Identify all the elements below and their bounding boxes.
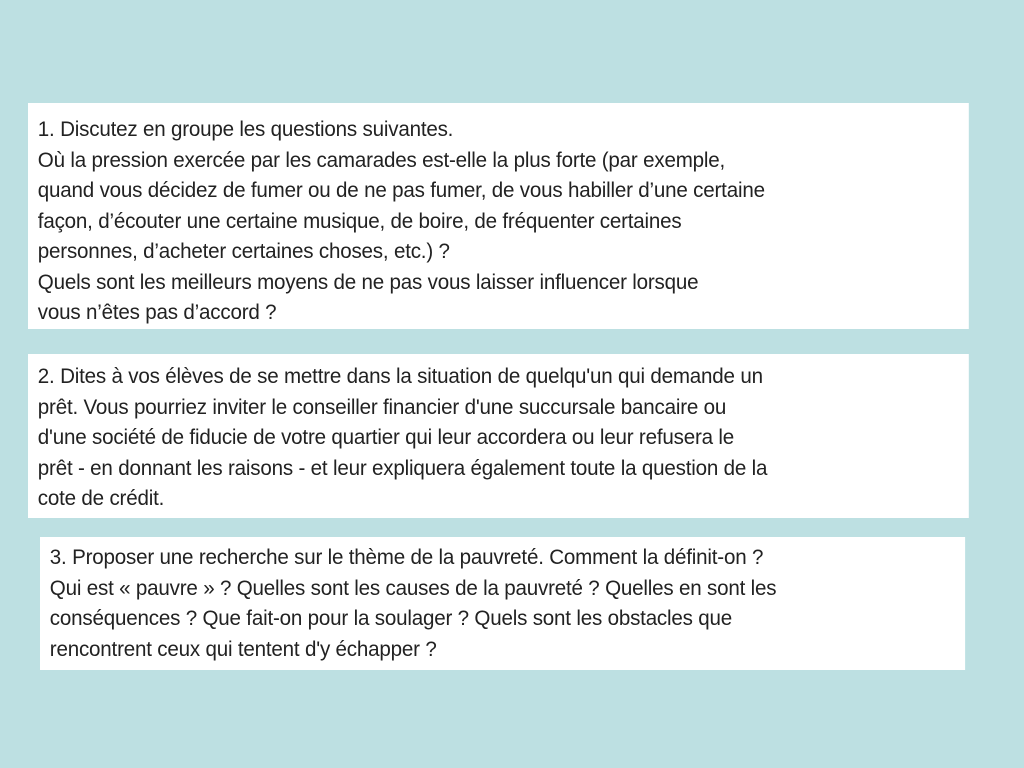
question-2-line: 2. Dites à vos élèves de se mettre dans la situation de quelqu'un qui demande un — [37, 365, 763, 388]
question-2-line: cote de crédit. — [37, 487, 165, 510]
question-1-line: façon, d’écouter une certaine musique, de boire, de fréquenter certaines — [37, 209, 682, 233]
question-2-line: d'une société de fiducie de votre quartier qui leur accordera ou leur refusera le — [37, 426, 734, 449]
question-3-line: Qui est « pauvre » ? Quelles sont les causes de la pauvreté ? Quelles en sont les — [49, 576, 777, 600]
question-box-1 — [28, 103, 969, 329]
question-1-line: Où la pression exercée par les camarades est-elle la plus forte (par exemple, — [37, 148, 726, 172]
question-3-line: rencontrent ceux qui tentent d'y échapper ? — [49, 637, 437, 661]
question-1-line: vous n’êtes pas d’accord ? — [37, 301, 277, 324]
question-1-line: 1. Discutez en groupe les questions suivantes. — [37, 118, 454, 141]
question-1-line: quand vous décidez de fumer ou de ne pas fumer, de vous habiller d’une certaine — [37, 179, 765, 202]
question-1-line: personnes, d’acheter certaines choses, etc.) ? — [37, 240, 450, 263]
question-1-line: Quels sont les meilleurs moyens de ne pas vous laisser influencer lorsque — [37, 270, 699, 294]
question-box-3 — [40, 537, 965, 670]
question-box-2 — [28, 354, 969, 518]
question-3-line: 3. Proposer une recherche sur le thème de la pauvreté. Comment la définit-on ? — [49, 546, 764, 569]
question-2-line: prêt. Vous pourriez inviter le conseiller financier d'une succursale bancaire ou — [37, 395, 727, 419]
question-3-line: conséquences ? Que fait-on pour la soulager ? Quels sont les obstacles que — [49, 607, 733, 630]
question-2-line: prêt - en donnant les raisons - et leur expliquera également toute la question de la — [37, 456, 768, 480]
